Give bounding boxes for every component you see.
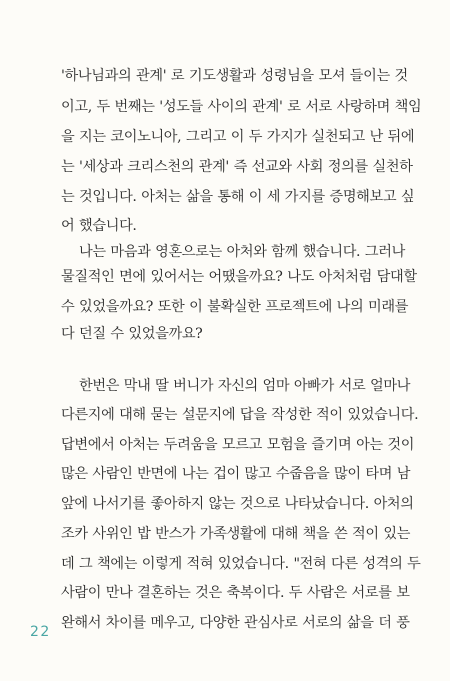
text-line: 다 던질 수 있었을까요? <box>61 326 203 342</box>
text-line: 데 그 책에는 이렇게 적혀 있었습니다. "전혀 다른 성격의 두 <box>61 556 421 572</box>
text-line: 답변에서 아처는 두려움을 모르고 모험을 즐기며 아는 것이 <box>61 437 415 453</box>
text-line: 완해서 차이를 메우고, 다양한 관심사로 서로의 삶을 더 풍 <box>61 615 410 631</box>
text-line: 는 것입니다. 아처는 삶을 통해 이 세 가지를 증명해보고 싶 <box>61 189 415 205</box>
text-line: 한번은 막내 딸 버니가 자신의 엄마 아빠가 서로 얼마나 <box>79 378 411 394</box>
text-line: 다른지에 대해 묻는 설문지에 답을 작성한 적이 있었습니다. <box>61 407 419 423</box>
text-line: '하나님과의 관계' 로 기도생활과 성령님을 모셔 들이는 것 <box>61 68 408 84</box>
text-line: 앞에 나서기를 좋아하지 않는 것으로 나타났습니다. 아처의 <box>61 496 414 512</box>
text-line: 조카 사위인 밥 반스가 가족생활에 대해 책을 쓴 적이 있는 <box>61 526 411 542</box>
text-line: 을 지는 코이노니아, 그리고 이 두 가지가 실천되고 난 뒤에 <box>61 129 415 145</box>
text-line: 이고, 두 번째는 '성도들 사이의 관계' 로 서로 사랑하며 책임 <box>61 99 422 115</box>
text-line: 수 있었을까요? 또한 이 불확실한 프로젝트에 나의 미래를 <box>61 299 409 315</box>
text-line: 물질적인 면에 있어서는 어땠을까요? 나도 아처처럼 담대할 <box>61 269 417 285</box>
text-line: 많은 사람인 반면에 나는 겁이 많고 수줍음을 많이 타며 남 <box>61 466 411 482</box>
text-line: 사람이 만나 결혼하는 것은 축복이다. 두 사람은 서로를 보 <box>61 585 410 601</box>
text-line: 어 했습니다. <box>61 218 137 234</box>
page-number: 22 <box>30 624 51 640</box>
text-line: 나는 마음과 영혼으로는 아처와 함께 했습니다. 그러나 <box>79 244 405 260</box>
text-line: 는 '세상과 크리스천의 관계' 즉 선교와 사회 정의를 실천하 <box>61 159 413 175</box>
